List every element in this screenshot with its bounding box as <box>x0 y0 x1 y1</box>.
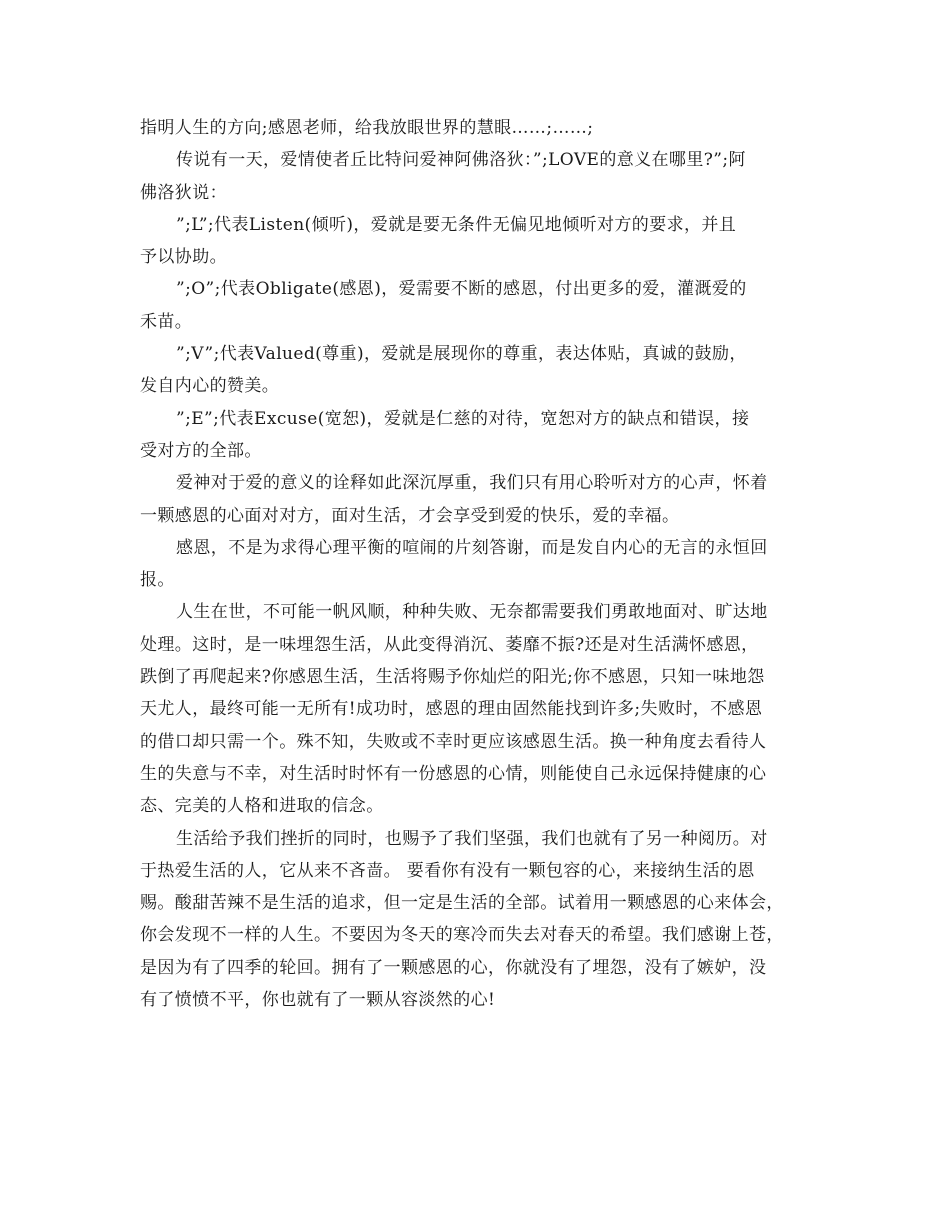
document-body <box>140 112 840 1016</box>
text-line: 传说有一天，爱情使者丘比特问爱神阿佛洛狄：”;LOVE的意义在哪里?”;阿 <box>176 150 746 171</box>
text-line: 予以协助。 <box>140 247 227 268</box>
text-line: 有了愤愤不平，你也就有了一颗从容淡然的心! <box>140 990 496 1011</box>
text-line: 是因为有了四季的轮回。拥有了一颗感恩的心，你就没有了埋怨，没有了嫉妒，没 <box>140 957 767 978</box>
text-line: 生活给予我们挫折的同时，也赐予了我们坚强，我们也就有了另一种阅历。对 <box>176 828 768 849</box>
text-line: 跌倒了再爬起来?你感恩生活，生活将赐予你灿烂的阳光;你不感恩，只知一味地怨 <box>140 667 765 688</box>
text-line: 发自内心的赞美。 <box>140 376 280 397</box>
text-line: 你会发现不一样的人生。不要因为冬天的寒冷而失去对春天的希望。我们感谢上苍， <box>140 925 784 946</box>
text-line: 报。 <box>140 570 175 591</box>
text-line: 人生在世，不可能一帆风顺，种种失败、无奈都需要我们勇敢地面对、旷达地 <box>176 602 768 623</box>
text-line: 天尤人，最终可能一无所有!成功时，感恩的理由固然能找到许多;失败时，不感恩 <box>140 699 763 720</box>
text-line: ”;L”;代表Listen(倾听)，爱就是要无条件无偏见地倾听对方的要求，并且 <box>176 214 737 235</box>
text-line: 禾苗。 <box>140 311 193 332</box>
text-line: 受对方的全部。 <box>140 440 262 461</box>
text-line: 爱神对于爱的意义的诠释如此深沉厚重，我们只有用心聆听对方的心声，怀着 <box>176 473 768 494</box>
text-line: 赐。酸甜苦辣不是生活的追求，但一定是生活的全部。试着用一颗感恩的心来体会， <box>140 893 784 914</box>
text-line: 于热爱生活的人，它从来不吝啬。 要看你有没有一颗包容的心，来接纳生活的恩 <box>140 860 755 881</box>
text-line: 一颗感恩的心面对对方，面对生活，才会享受到爱的快乐，爱的幸福。 <box>140 505 680 526</box>
text-line: 态、完美的人格和进取的信念。 <box>140 796 384 817</box>
text-line: ”;E”;代表Excuse(宽恕)，爱就是仁慈的对待，宽恕对方的缺点和错误，接 <box>176 408 750 429</box>
text-line: 指明人生的方向;感恩老师，给我放眼世界的慧眼……;……; <box>140 118 594 138</box>
text-line: 佛洛狄说： <box>140 182 227 203</box>
text-line: ”;V”;代表Valued(尊重)，爱就是展现你的尊重，表达体贴，真诚的鼓励， <box>176 344 747 365</box>
text-line: 生的失意与不幸，对生活时时怀有一份感恩的心情，则能使自己永远保持健康的心 <box>140 763 767 784</box>
text-line: 的借口却只需一个。殊不知，失败或不幸时更应该感恩生活。换一种角度去看待人 <box>140 731 767 752</box>
text-line: ”;O”;代表Obligate(感恩)，爱需要不断的感恩，付出更多的爱，灌溉爱的 <box>176 279 747 300</box>
text-line: 处理。这时，是一味埋怨生活，从此变得消沉、萎靡不振?还是对生活满怀感恩， <box>140 634 759 655</box>
text-line: 感恩，不是为求得心理平衡的喧闹的片刻答谢，而是发自内心的无言的永恒回 <box>176 537 768 558</box>
